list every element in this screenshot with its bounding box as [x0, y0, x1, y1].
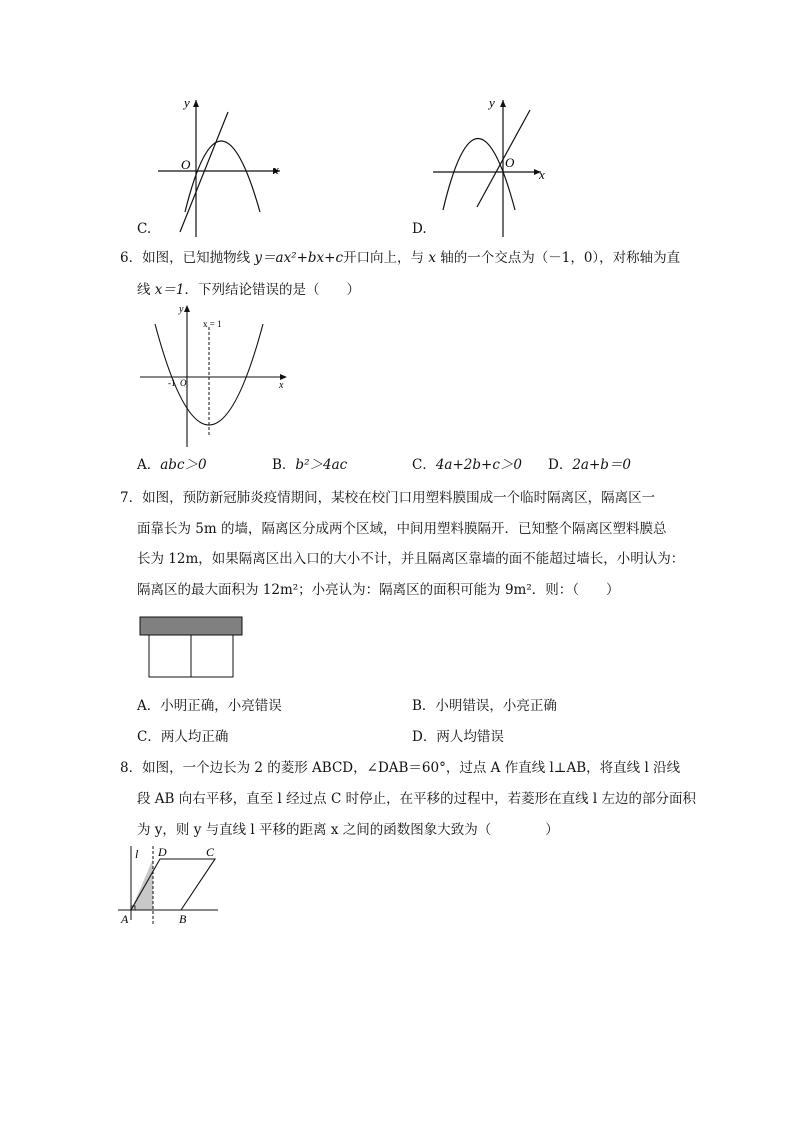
- q6-text-1a: 如图，已知抛物线: [142, 250, 255, 266]
- q6-text-2a: 线: [137, 282, 155, 298]
- q6-b-text: b²＞4ac: [295, 457, 348, 473]
- q6-option-a: [137, 457, 207, 473]
- q5d-axis-y: y: [489, 95, 495, 110]
- q7-option-b: B．小明错误，小亮正确: [412, 698, 557, 714]
- q6-parabola-figure: [135, 302, 295, 452]
- q6-text-2b: ．下列结论错误的是（ ）: [184, 282, 360, 298]
- q8-line-1: [120, 760, 680, 776]
- q6-x: x: [428, 250, 436, 266]
- q6-line-2: [137, 282, 360, 298]
- q7-line-1: [120, 490, 655, 506]
- q8-text-1: 如图，一个边长为 2 的菱形 ABCD，∠DAB＝60°，过点 A 作直线 l⊥AB，将直线 l 沿线: [142, 760, 681, 776]
- q6-d-text: 2a+b＝0: [572, 457, 632, 473]
- q7-text-1: 如图，预防新冠肺炎疫情期间，某校在校门口用塑料膜围成一个临时隔离区，隔离区一: [142, 490, 656, 506]
- q5-graph-d: [425, 92, 560, 242]
- q7-line-2: 面靠长为 5m 的墙，隔离区分成两个区域，中间用塑料膜隔开．已知整个隔离区塑料膜总: [137, 521, 667, 537]
- q8-number: 8．: [120, 760, 143, 776]
- q7-option-a: A．小明正确，小亮错误: [137, 698, 282, 714]
- q8-line-2: 段 AB 向右平移，直至 l 经过点 C 时停止，在平移的过程中，若菱形在直线 l 左边的部分面积: [137, 791, 696, 807]
- q6-a-text: abc＞0: [160, 457, 207, 473]
- q8-line-3: 为 y，则 y 与直线 l 平移的距离 x 之间的函数图象大致为（ ）: [137, 822, 559, 838]
- q6-option-d: [548, 457, 631, 473]
- q5-option-d-label: D.: [412, 221, 427, 237]
- q8-label-b: B: [179, 912, 187, 926]
- q8-label-a: A: [121, 912, 129, 926]
- q6-text-1c: 轴的一个交点为（－1，0），对称轴为直: [435, 250, 681, 266]
- q5c-axis-y: y: [184, 95, 190, 110]
- q8-label-l: l: [135, 847, 139, 861]
- q6-equation: y＝ax²+bx+c: [254, 250, 344, 266]
- q7-number: 7．: [120, 490, 143, 506]
- q6-fig-axis-y: y: [179, 304, 184, 315]
- q7-option-d: D．两人均错误: [412, 729, 504, 745]
- q7-wall: [140, 617, 242, 635]
- q6-fig-tick: -1: [168, 378, 176, 388]
- q7-line-3: 长为 12m，如果隔离区出入口的大小不计，并且隔离区靠墙的面不能超过墙长，小明认为：: [137, 551, 685, 567]
- q6-c-label: C．: [412, 457, 436, 473]
- q6-d-label: D．: [548, 457, 573, 473]
- q7-isolation-figure: [138, 615, 246, 681]
- q6-fig-sym-label: x = 1: [203, 319, 222, 329]
- q6-line-1: [120, 250, 680, 266]
- q6-text-1b: 开口向上，与: [343, 250, 429, 266]
- q6-a-label: A．: [137, 457, 161, 473]
- q5d-axis-x: x: [539, 167, 545, 182]
- q8-rhombus-figure: [118, 842, 223, 927]
- q7-option-c: C．两人均正确: [137, 729, 229, 745]
- q6-number: 6．: [120, 250, 143, 266]
- q5c-origin: O: [181, 157, 191, 172]
- q6-axis-eq: x＝1: [154, 282, 185, 298]
- q8-label-d: D: [158, 845, 167, 859]
- q6-b-label: B．: [272, 457, 296, 473]
- q7-line-4: 隔离区的最大面积为 12m²；小亮认为：隔离区的面积可能为 9m²．则：（ ）: [137, 582, 620, 598]
- q8-shaded-region: [131, 859, 153, 910]
- q6-c-text: 4a+2b+c＞0: [435, 457, 522, 473]
- q5-graph-c: [150, 92, 290, 242]
- q6-option-b: [272, 457, 347, 473]
- q6-fig-axis-x: x: [279, 380, 284, 391]
- q6-option-c: [412, 457, 522, 473]
- q5-option-c-label: C.: [137, 221, 152, 237]
- q5c-axis-x: x: [273, 162, 279, 177]
- q6-fig-origin: O: [180, 378, 187, 388]
- q5d-origin: O: [505, 155, 515, 170]
- q8-label-c: C: [206, 845, 215, 859]
